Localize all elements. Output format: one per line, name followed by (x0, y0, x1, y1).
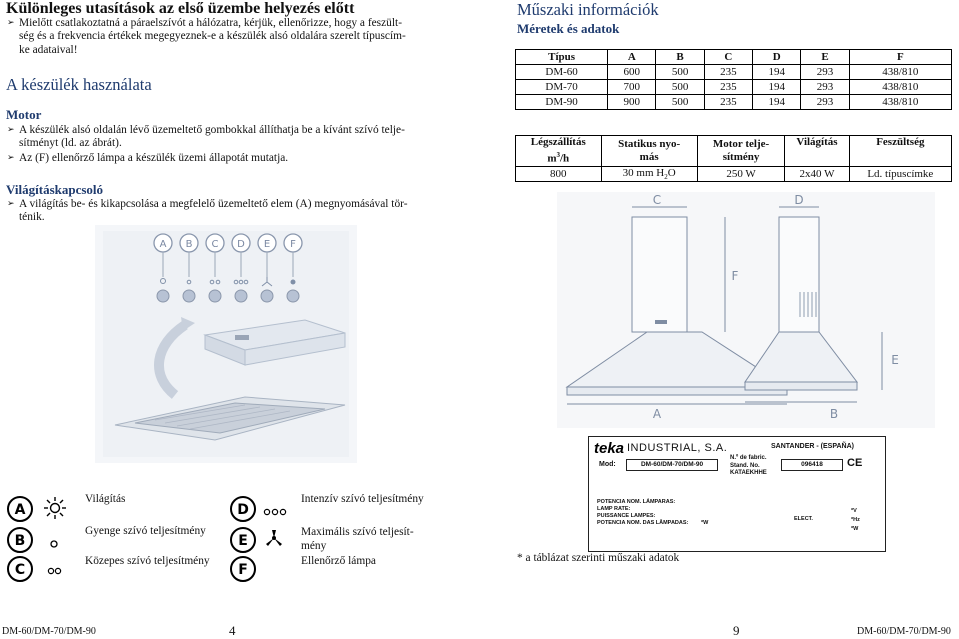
bullet-arrow-icon: ➢ (7, 153, 15, 163)
table-cell: 235 (704, 80, 752, 95)
right-page-number: 9 (733, 623, 740, 638)
table-cell: 194 (753, 65, 801, 80)
dimensions-header-row (516, 50, 952, 65)
rating-plate (588, 436, 886, 552)
col-header: C (704, 50, 752, 65)
table-cell: 250 W (697, 167, 785, 182)
svg-text:C: C (14, 562, 26, 578)
plate-lamp-unit: *W (701, 520, 709, 526)
footnote: * a táblázat szerinti műszaki adatok (517, 552, 680, 564)
table-cell: DM-60 (516, 65, 608, 80)
table-row (516, 80, 952, 95)
plate-country: SANTANDER - (ESPAÑA) (771, 443, 854, 450)
table-cell: 194 (753, 95, 801, 110)
plate-stand-label: Stand. No. (730, 463, 760, 469)
table-cell: 2x40 W (785, 167, 849, 182)
intro-line-2: ség és a frekvencia értékek megegyeznek-e a készülék alsó oldalára szerelt típuscím- (19, 30, 406, 43)
table-cell: 194 (753, 80, 801, 95)
table-cell: 438/810 (849, 80, 951, 95)
col-header-voltage: Feszültség (849, 136, 951, 167)
airflow-unit-exp: 3 (556, 151, 560, 160)
plate-elect: ELECT. (794, 516, 813, 522)
fan-icon (263, 528, 285, 553)
svg-text:D: D (237, 502, 249, 518)
plate-fabric-label: N.º de fabric. (730, 455, 767, 461)
legend-c-label: Közepes szívó teljesítmény (85, 555, 210, 567)
right-subtitle: Méretek és adatok (517, 21, 620, 36)
switch-line2: ténik. (19, 211, 45, 224)
drawing-label-a: A (652, 407, 662, 421)
motor-bullet-1 (3, 124, 405, 151)
panel-letter-a: A (159, 239, 167, 250)
table-cell: 235 (704, 65, 752, 80)
col-header-light: Világítás (785, 136, 849, 167)
plate-lamp-line3: PUISSANCE LAMPES: (597, 513, 656, 519)
col-header: D (753, 50, 801, 65)
table-cell: 600 (608, 65, 656, 80)
drawing-label-b: B (829, 407, 839, 421)
table-cell: DM-90 (516, 95, 608, 110)
bullet-arrow-icon: ➢ (7, 125, 15, 135)
table-cell: Ld. típuscímke (849, 167, 951, 182)
motor-line1: Motor telje- (712, 138, 770, 150)
hood-dimension-drawing (557, 192, 935, 428)
switch-bullet (3, 198, 408, 225)
table-cell: 235 (704, 95, 752, 110)
static-line2: más (639, 151, 659, 163)
panel-letter-c: C (211, 239, 219, 250)
legend-badge-e (230, 527, 256, 553)
panel-letter-b: B (185, 239, 193, 250)
col-header-motor (697, 136, 785, 167)
legend-badge-d (230, 496, 256, 522)
one-dot-icon (49, 536, 61, 554)
col-header-static (601, 136, 697, 167)
ce-mark-icon: CE (847, 457, 863, 469)
bullet-arrow-icon: ➢ (7, 199, 15, 209)
table-row (516, 167, 952, 182)
table-row (516, 95, 952, 110)
svg-text:B: B (14, 533, 26, 549)
plate-watt: *W (851, 526, 859, 532)
usage-title: A készülék használata (6, 75, 152, 94)
plate-company: INDUSTRIAL, S.A. (627, 442, 728, 454)
legend-badge-a (7, 496, 33, 522)
motor-b1-line2: sítményt (ld. az ábrát). (19, 137, 122, 150)
switch-line1: A világítás be- és kikapcsolása a megfelelő üzemeltető elem (A) megnyomásával tör- (19, 198, 408, 210)
legend-e-line1: Maximális szívó teljesít- (301, 526, 414, 538)
left-title: Különleges utasítások az első üzembe helyezés előtt (6, 0, 355, 17)
motor-bullet-2 (3, 152, 288, 165)
table-cell: 293 (801, 80, 849, 95)
table-cell: 900 (608, 95, 656, 110)
col-header: B (656, 50, 704, 65)
intro-line-3: ke adataival! (19, 43, 78, 56)
legend-d-label: Intenzív szívó teljesítmény (301, 493, 424, 505)
col-header: Típus (516, 50, 608, 65)
static-line1: Statikus nyo- (618, 138, 681, 150)
drawing-label-c: C (652, 193, 662, 207)
table-cell: 500 (656, 65, 704, 80)
table-row (516, 65, 952, 80)
airflow-label: Légszállítás (530, 136, 586, 149)
table-cell: 293 (801, 95, 849, 110)
table-cell: 500 (656, 95, 704, 110)
intro-line-1: Mielőtt csatlakoztatná a páraelszívót a hálózatra, kérjük, ellenőrizze, hogy a feszült- (19, 17, 402, 29)
table-cell: 438/810 (849, 95, 951, 110)
legend-badge-f (230, 556, 256, 582)
plate-lamp-line4: POTENCIA NOM. DAS LÂMPADAS: (597, 520, 689, 526)
plate-mod-label: Mod: (599, 461, 616, 468)
two-dots-icon (47, 563, 63, 581)
right-title: Műszaki információk (517, 0, 659, 19)
plate-hz: *Hz (851, 517, 860, 523)
plate-mod-value: DM-60/DM-70/DM-90 (626, 459, 718, 471)
plate-lamp-line1: POTENCIA NOM. LÁMPARAS: (597, 499, 676, 505)
motor-b1-line1: A készülék alsó oldalán lévő üzemeltető gombokkal állíthatja be a kívánt szívó telje- (19, 124, 405, 136)
plate-fabric-value: 096418 (781, 459, 843, 471)
legend-e-line2: mény (301, 540, 327, 552)
sun-icon (43, 496, 67, 525)
table-cell: 30 mm $H_2O$ (601, 167, 697, 182)
legend-f-label: Ellenőrző lámpa (301, 555, 376, 567)
airflow-unit-h: /h (560, 152, 570, 165)
motor-title: Motor (6, 107, 42, 122)
table-cell: 438/810 (849, 65, 951, 80)
legend-b-label: Gyenge szívó teljesítmény (85, 525, 206, 537)
teka-logo: teka (594, 440, 625, 457)
plate-lamp-rates (597, 499, 688, 527)
airflow-unit-m: m (547, 152, 557, 165)
panel-letter-e: E (263, 239, 271, 250)
drawing-label-d: D (794, 193, 804, 207)
switch-title: Világításkapcsoló (6, 182, 104, 197)
left-footer-model: DM-60/DM-70/DM-90 (2, 626, 96, 637)
three-dots-icon (263, 504, 287, 522)
col-header-airflow (516, 136, 602, 167)
performance-header-row (516, 136, 952, 167)
control-panel-illustration (95, 225, 357, 463)
right-footer-model: DM-60/DM-70/DM-90 (857, 626, 951, 637)
plate-volt: *V (851, 508, 857, 514)
intro-bullet (3, 17, 406, 57)
motor-line2: sítmény (722, 151, 760, 163)
legend-a-label: Világítás (85, 493, 126, 505)
legend-badge-c (7, 556, 33, 582)
table-cell: 293 (801, 65, 849, 80)
left-page-number: 4 (229, 623, 236, 638)
legend-e-label (301, 525, 414, 553)
panel-letter-f: F (290, 239, 296, 250)
col-header: A (608, 50, 656, 65)
col-header: F (849, 50, 951, 65)
plate-stand-value: KATAEKHHE (730, 470, 767, 476)
panel-letter-d: D (237, 239, 245, 250)
table-cell: 800 (516, 167, 602, 182)
table-cell: 700 (608, 80, 656, 95)
motor-b2-line: Az (F) ellenőrző lámpa a készülék üzemi állapotát mutatja. (19, 152, 289, 164)
drawing-label-e: E (891, 353, 899, 367)
svg-text:F: F (238, 562, 248, 578)
legend-badge-b (7, 527, 33, 553)
table-cell: DM-70 (516, 80, 608, 95)
plate-lamp-line2: LAMP RATE: (597, 506, 631, 512)
svg-text:E: E (238, 533, 248, 549)
bullet-arrow-icon: ➢ (7, 18, 15, 28)
table-cell: 500 (656, 80, 704, 95)
drawing-label-f: F (731, 269, 739, 283)
col-header: E (801, 50, 849, 65)
dimensions-table (515, 49, 952, 110)
performance-table (515, 135, 952, 182)
plate-elect-values (851, 507, 860, 534)
svg-text:A: A (14, 502, 26, 518)
